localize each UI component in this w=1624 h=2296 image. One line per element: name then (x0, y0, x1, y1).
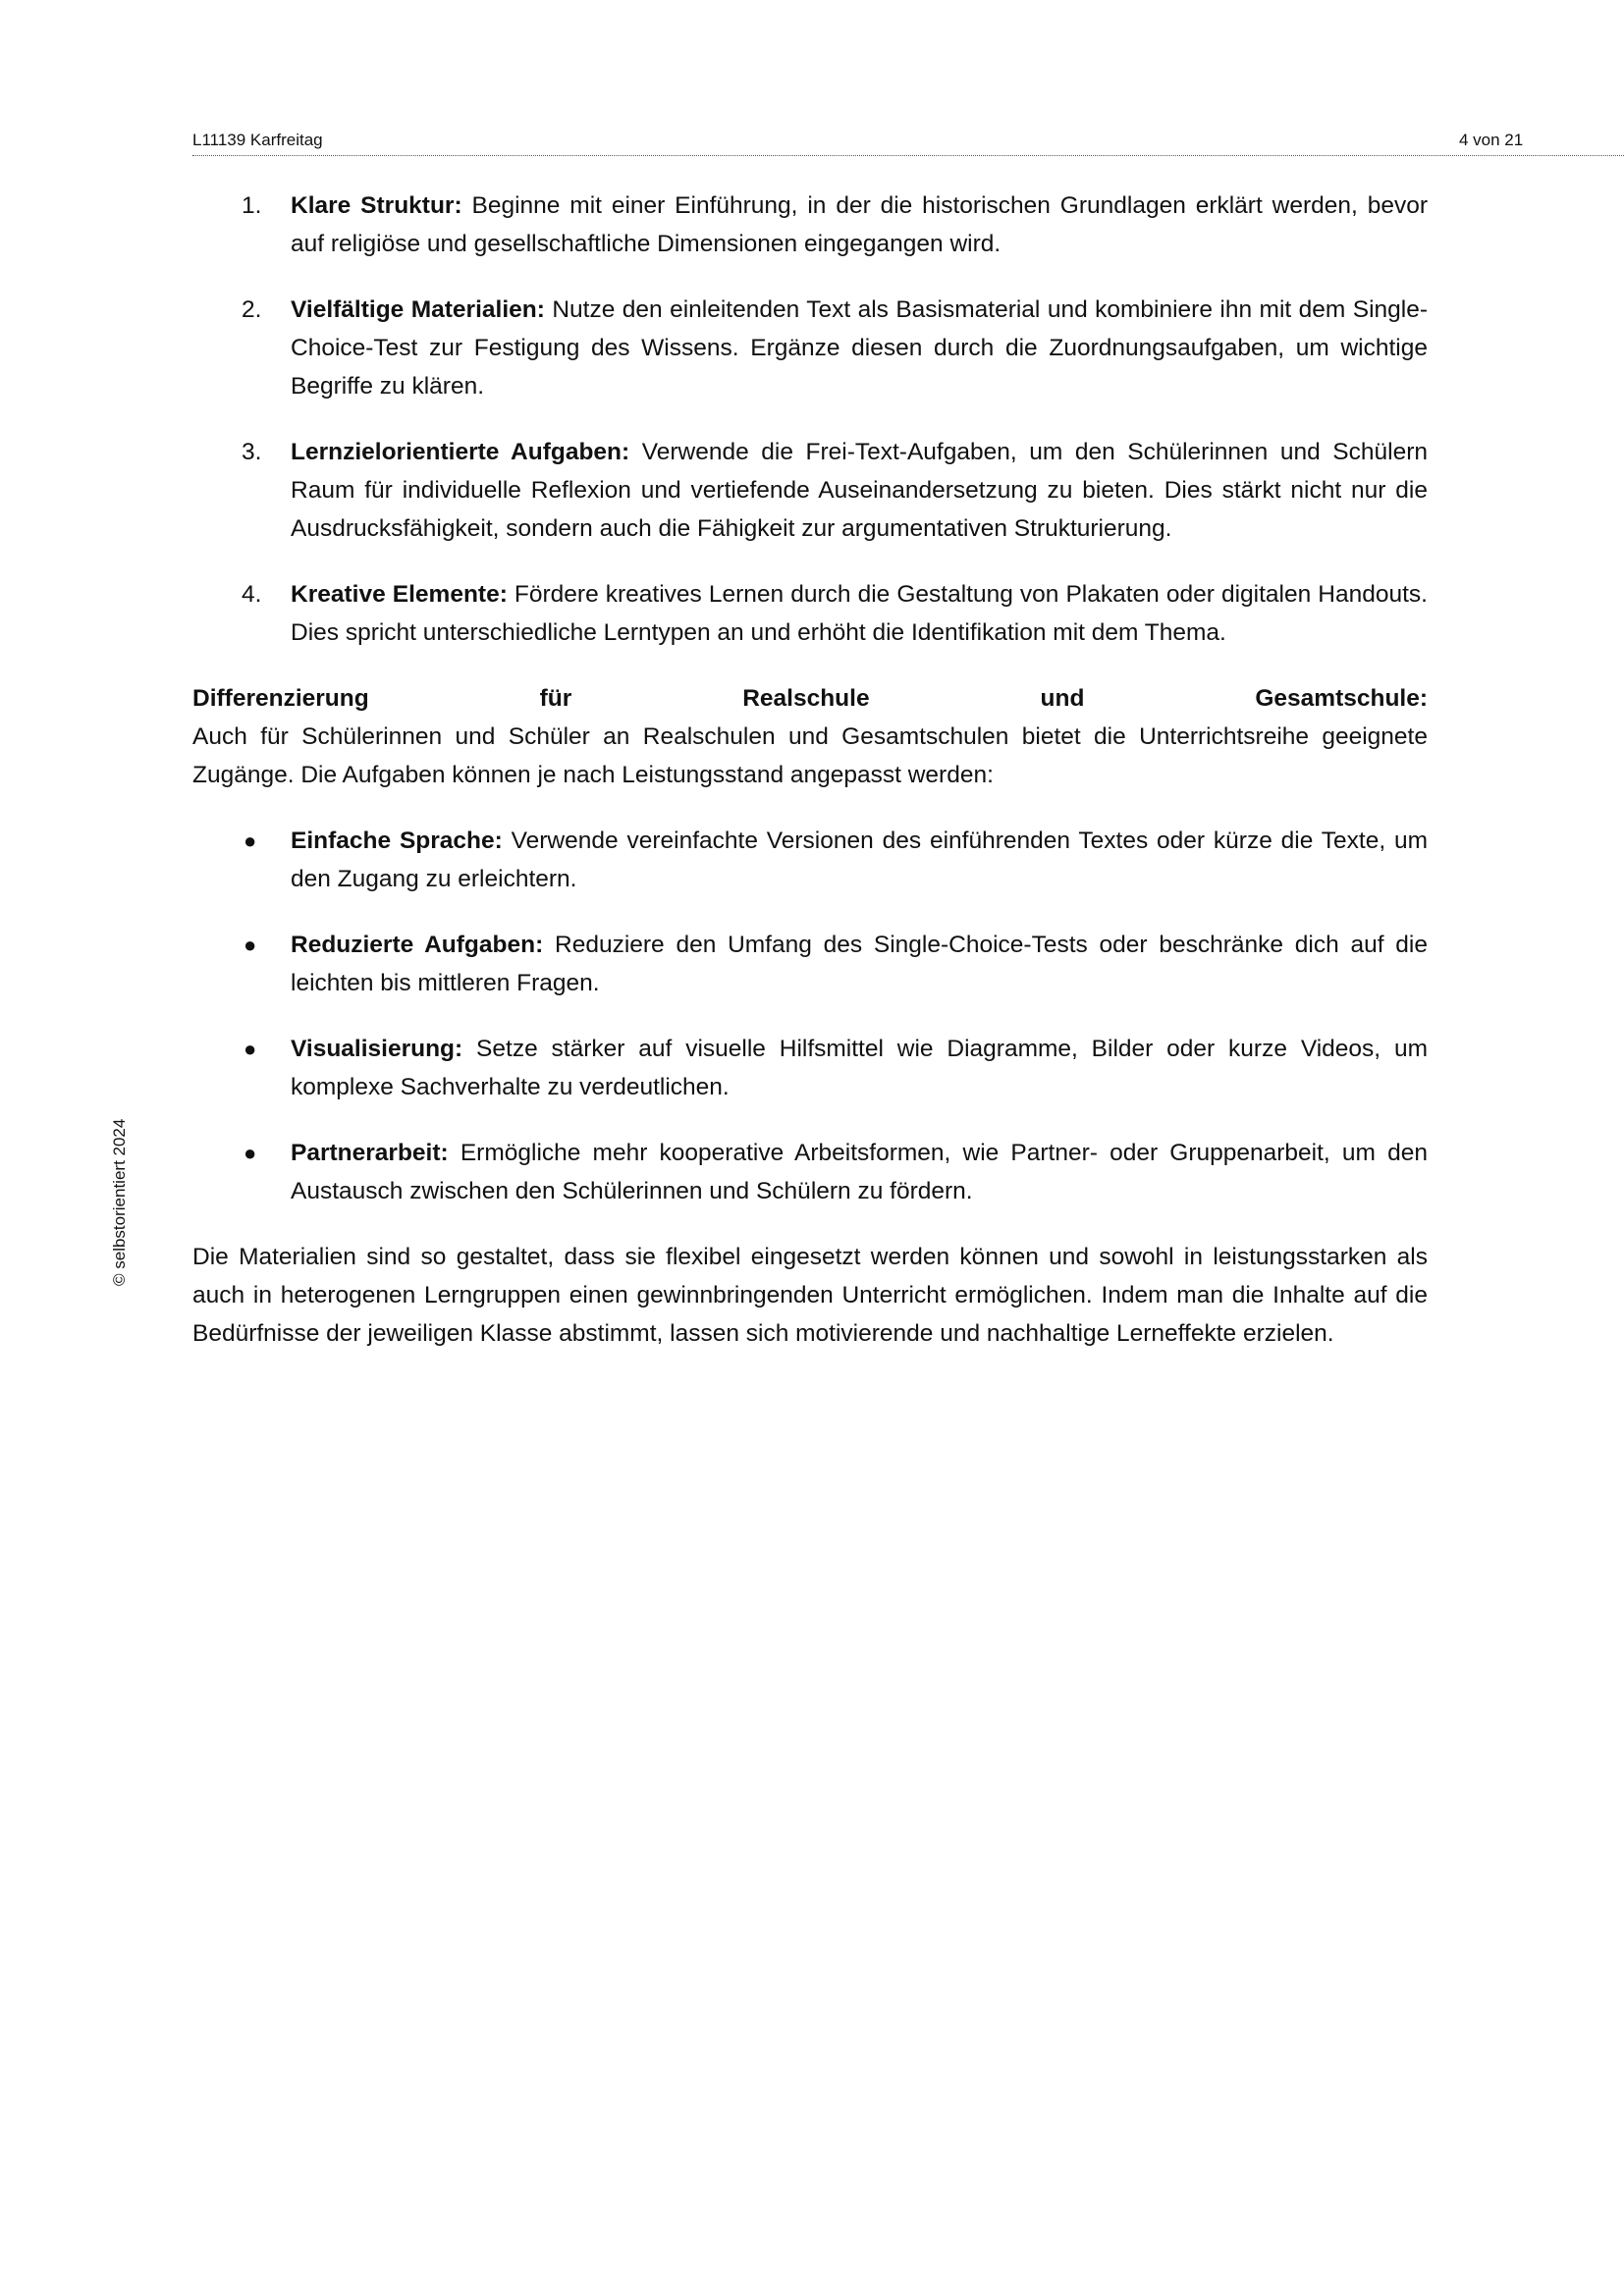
list-item: ● Partnerarbeit: Ermögliche mehr kooperative Arbeitsformen, wie Partner- oder Gruppenarbeit, um den Austausch zwischen den Schülerinnen und Schülern zu fördern. (192, 1134, 1428, 1210)
list-item: ● Visualisierung: Setze stärker auf visuelle Hilfsmittel wie Diagramme, Bilder oder kurze Videos, um komplexe Sachverhalte zu verdeutlichen. (192, 1030, 1428, 1106)
document-title: L11139 Karfreitag (192, 131, 323, 149)
list-item: 4. Kreative Elemente: Fördere kreatives Lernen durch die Gestaltung von Plakaten oder digitalen Handouts. Dies spricht unterschiedliche Lerntypen an und erhöht die Identifikation mit dem Thema. (242, 581, 1428, 646)
list-item: ● Reduzierte Aufgaben: Reduziere den Umfang des Single-Choice-Tests oder beschränke dich auf die leichten bis mittleren Fragen. (192, 926, 1428, 1002)
page-number: 4 von 21 (1459, 131, 1524, 149)
section-heading: Differenzierung für Realschule und Gesamtschule: (192, 685, 1428, 712)
bullet-icon: ● (244, 1141, 257, 1165)
bullet-icon: ● (244, 933, 257, 957)
list-item: ● Einfache Sprache: Verwende vereinfachte Versionen des einführenden Textes oder kürze die Texte, um den Zugang zu erleichtern. (192, 822, 1428, 898)
section-intro: Auch für Schülerinnen und Schüler an Realschulen und Gesamtschulen bietet die Unterrichtsreihe geeignete Zugänge. Die Aufgaben können je nach Leistungsstand angepasst werden: (192, 723, 1428, 788)
closing-paragraph: Die Materialien sind so gestaltet, dass sie flexibel eingesetzt werden können und sowohl in leistungsstarken als auch in heterogenen Lerngruppen einen gewinnbringenden Unterricht ermöglichen. Indem man die Inhalte auf die Bedürfnisse der jeweiligen Klasse abstimmt, lassen sich motivierende und nachhaltige Lerneffekte erzielen. (192, 1244, 1428, 1347)
bullet-icon: ● (244, 1037, 257, 1061)
list-item: 3. Lernzielorientierte Aufgaben: Verwende die Frei-Text-Aufgaben, um den Schülerinnen und Schülern Raum für individuelle Reflexion und vertiefende Auseinandersetzung zu bieten. Dies stärkt nicht nur die Ausdrucksfähigkeit, sondern auch die Fähigkeit zur argumentativen Strukturierung. (242, 439, 1428, 542)
bullet-list (192, 822, 1428, 1210)
page-content (192, 187, 1428, 1380)
page-header (192, 128, 1624, 156)
bullet-icon: ● (244, 828, 257, 853)
copyright-note: © selbstorientiert 2024 (110, 1118, 129, 1286)
list-item: 1. Klare Struktur: Beginne mit einer Einführung, in der die historischen Grundlagen erklärt werden, bevor auf religiöse und gesellschaftliche Dimensionen eingegangen wird. (242, 192, 1428, 257)
numbered-list (192, 187, 1428, 652)
differentiation-section (192, 679, 1428, 794)
list-item: 2. Vielfältige Materialien: Nutze den einleitenden Text als Basismaterial und kombiniere ihn mit dem Single-Choice-Test zur Festigung des Wissens. Ergänze diesen durch die Zuordnungsaufgaben, um wichtige Begriffe zu klären. (242, 296, 1428, 400)
